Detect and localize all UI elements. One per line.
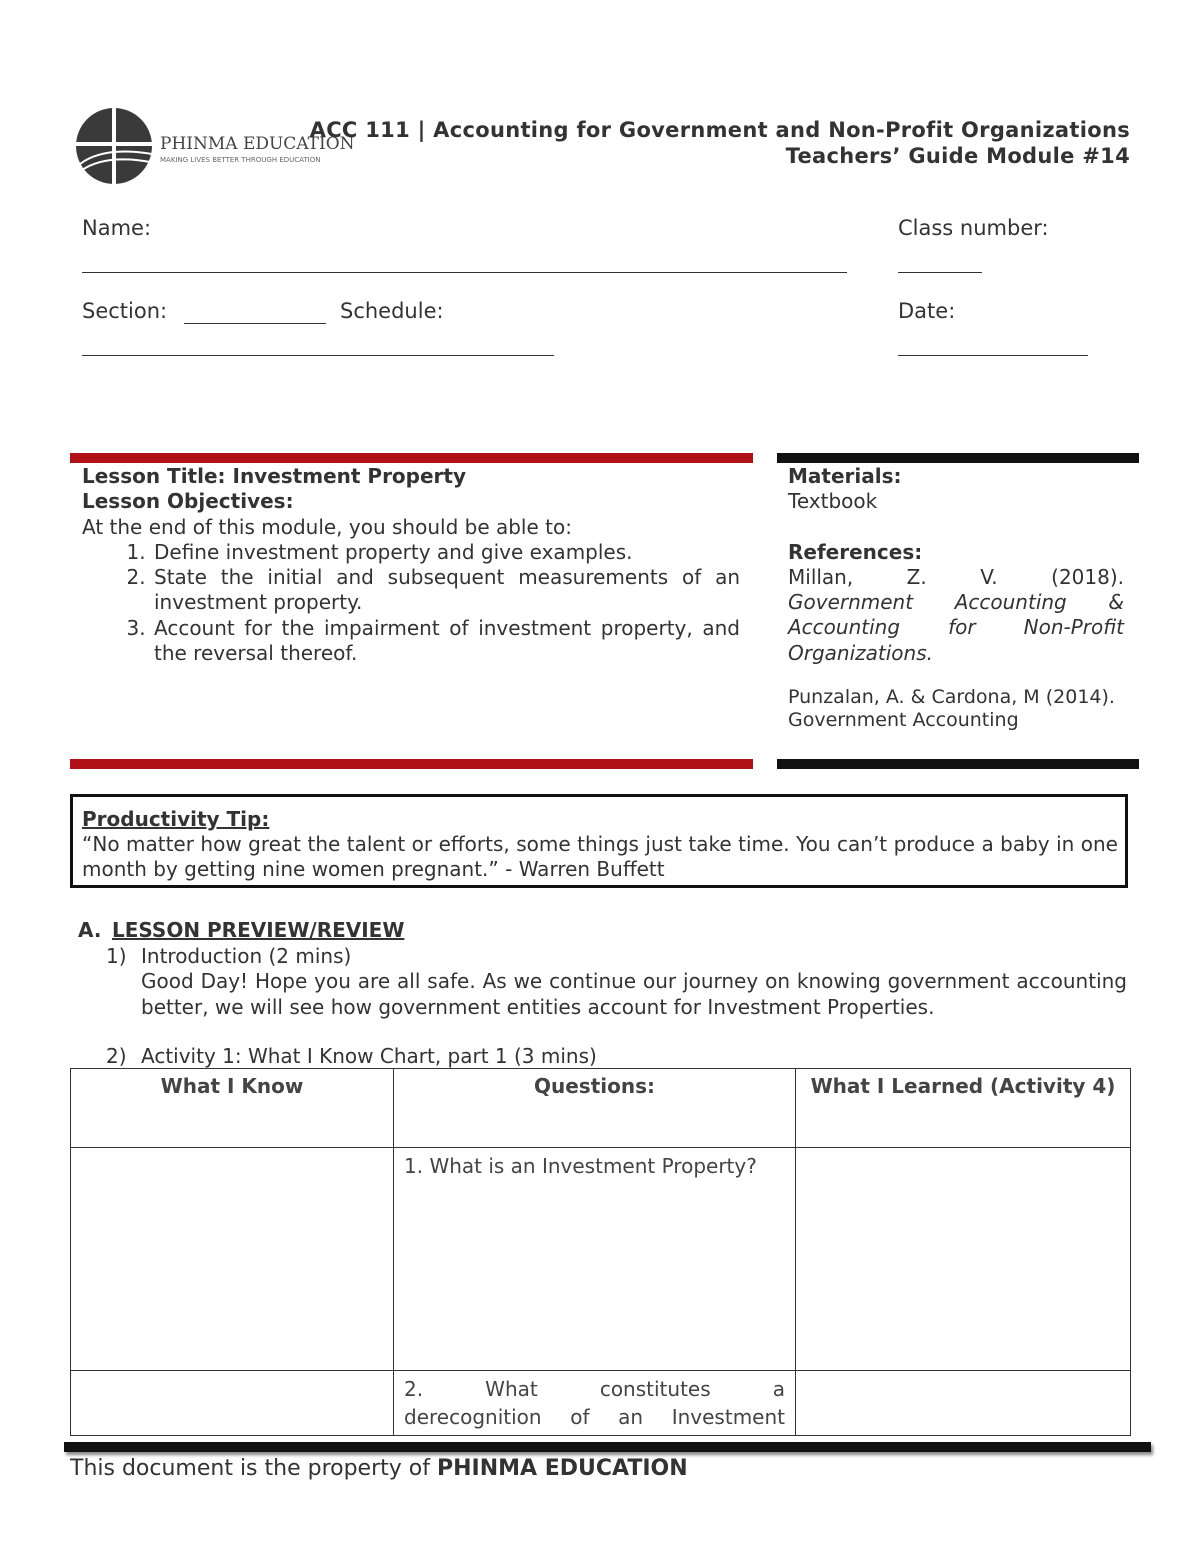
item-2-title: Activity 1: What I Know Chart, part 1 (3 mins) (141, 1044, 597, 1068)
objectives-list (82, 540, 740, 666)
header-what-i-know: What I Know (71, 1069, 394, 1148)
tip-quote: “No matter how great the talent or efforts, some things just take time. You can’t produce a baby in one month by getting nine women pregnant.” - Warren Buffett (82, 832, 1118, 881)
objectives-intro: At the end of this module, you should be able to: (82, 514, 572, 539)
reference-1-author: Millan, Z. V. (2018). (788, 564, 1124, 589)
know-cell-2[interactable] (71, 1371, 394, 1436)
what-i-know-chart (70, 1068, 1131, 1436)
date-line[interactable] (898, 355, 1088, 356)
section-a-heading: LESSON PREVIEW/REVIEW (112, 918, 405, 942)
materials-item: Textbook (788, 489, 878, 514)
section-line[interactable] (184, 323, 326, 324)
schedule-label: Schedule: (340, 299, 444, 323)
section-label: Section: (82, 299, 168, 323)
objectives-heading: Lesson Objectives: (82, 489, 294, 514)
schedule-line[interactable] (82, 355, 554, 356)
question-1: 1. What is an Investment Property? (394, 1148, 796, 1371)
references-heading: References: (788, 539, 923, 564)
materials-panel (788, 464, 1124, 732)
question-2 (394, 1371, 796, 1436)
objective-item: 1. Define investment property and give examples. (152, 540, 740, 565)
question-2-line-1: 2. What constitutes a (404, 1377, 785, 1401)
footer-bar (64, 1442, 1151, 1452)
productivity-tip-box (70, 794, 1128, 888)
table-header-row (71, 1069, 1131, 1148)
question-2-line-2: derecognition of an Investment (404, 1405, 785, 1429)
item-1-title: Introduction (2 mins) (141, 944, 352, 968)
name-label: Name: (82, 216, 152, 240)
footer-statement: This document is the property of (70, 1456, 437, 1481)
learned-cell-2[interactable] (796, 1371, 1131, 1436)
header-what-i-learned: What I Learned (Activity 4) (796, 1069, 1131, 1148)
phinma-logo (74, 106, 355, 188)
logo-wordmark: PHINMA EDUCATION (160, 134, 355, 154)
item-1-number: 1) (106, 944, 127, 968)
table-row (71, 1148, 1131, 1371)
objective-item: 3. Account for the impairment of investment property, and the reversal thereof. (152, 616, 740, 667)
class-number-label: Class number: (898, 216, 1049, 240)
date-label: Date: (898, 299, 956, 323)
item-2-number: 2) (106, 1044, 127, 1068)
reference-2-author: Punzalan, A. & Cardona, M (2014). (788, 686, 1115, 709)
class-number-line[interactable] (898, 272, 982, 273)
tip-heading: Productivity Tip: (82, 807, 270, 831)
module-title: Teachers’ Guide Module #14 (785, 144, 1130, 168)
footer-brand: PHINMA EDUCATION (436, 1456, 688, 1481)
materials-bottom-bar (777, 759, 1139, 769)
lesson-title: Lesson Title: Investment Property (82, 464, 467, 488)
learned-cell-1[interactable] (796, 1148, 1131, 1371)
course-title: ACC 111 | Accounting for Government and Non-Profit Organizations (309, 118, 1130, 142)
footer-text (70, 1456, 688, 1481)
reference-2-title: Government Accounting (788, 709, 1019, 732)
reference-1-title: Government Accounting & Accounting for Non-Profit Organizations. (788, 590, 1124, 665)
item-1-text: Good Day! Hope you are all safe. As we continue our journey on knowing government accounting better, we will see how government entities account for Investment Properties. (141, 969, 1127, 1019)
objective-item: 2. State the initial and subsequent measurements of an investment property. (152, 565, 740, 616)
materials-top-bar (777, 453, 1139, 463)
header-questions: Questions: (394, 1069, 796, 1148)
materials-heading: Materials: (788, 464, 902, 488)
lesson-panel (82, 464, 740, 666)
lesson-bottom-bar (70, 759, 753, 769)
logo-tagline: MAKING LIVES BETTER THROUGH EDUCATION (160, 156, 321, 164)
lesson-top-bar (70, 453, 753, 463)
name-line[interactable] (82, 272, 847, 273)
section-a-letter: A. (78, 918, 102, 942)
know-cell-1[interactable] (71, 1148, 394, 1371)
table-row (71, 1371, 1131, 1436)
